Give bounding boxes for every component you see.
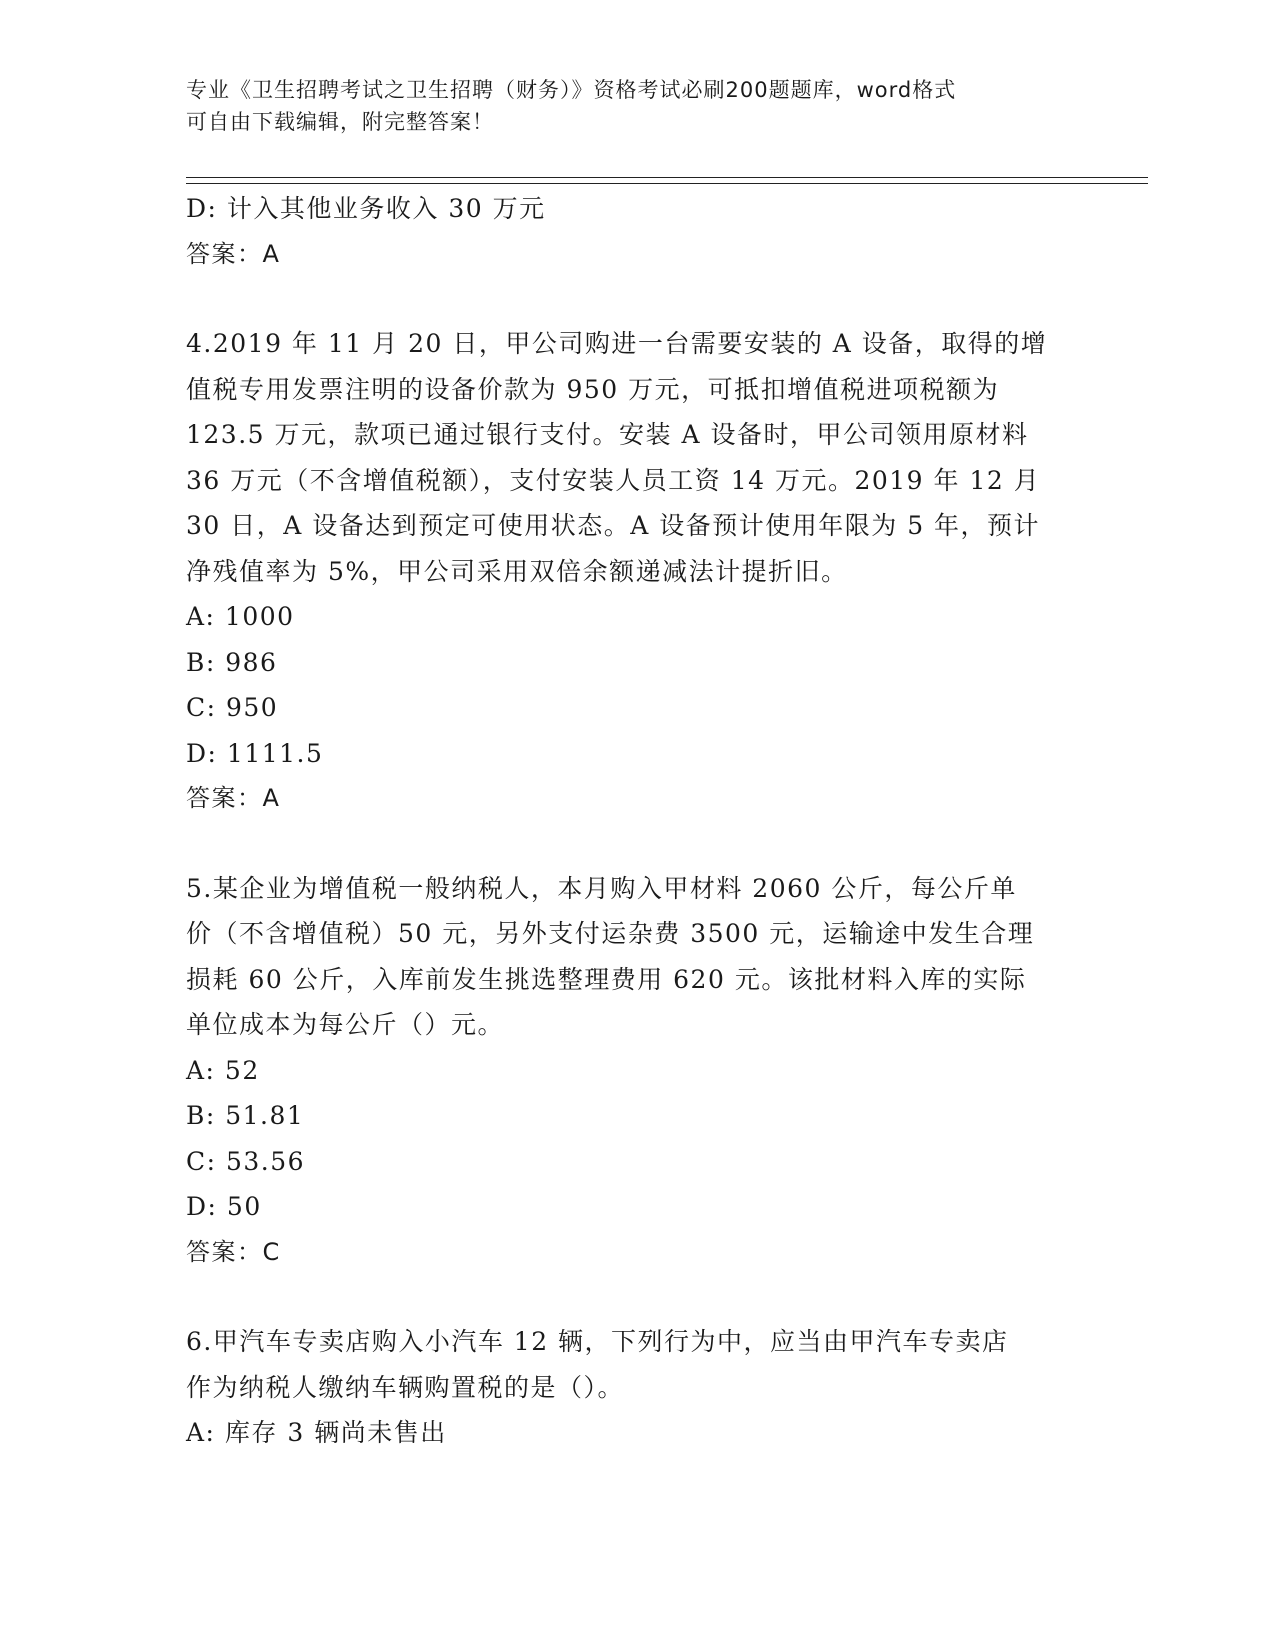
question-text-line: 作为纳税人缴纳车辆购置税的是（）。 (186, 1372, 625, 1402)
question-4 (186, 321, 1086, 822)
header-title-line-1: 专业《卫生招聘考试之卫生招聘（财务）》资格考试必刷200题题库，word格式 (186, 78, 957, 102)
question-text-line: 净残值率为 5%，甲公司采用双倍余额递减法计提折旧。 (186, 556, 848, 586)
spacer (186, 277, 1086, 321)
option-d: D: 1111.5 (186, 738, 324, 768)
question-6 (186, 1319, 1086, 1456)
answer-line: 答案：A (186, 784, 281, 812)
spacer (186, 822, 1086, 866)
option-a: A: 52 (186, 1055, 260, 1085)
answer-line: 答案：A (186, 239, 281, 268)
header-title-line-2: 可自由下载编辑，附完整答案！ (186, 110, 494, 134)
question-text-line: 30 日，A 设备达到预定可使用状态。A 设备预计使用年限为 5 年，预计 (186, 511, 1041, 540)
option-a: A: 1000 (186, 602, 295, 631)
option-a: A: 库存 3 辆尚未售出 (186, 1418, 447, 1447)
option-c: C: 53.56 (186, 1146, 306, 1176)
answer-line: 答案：C (186, 1237, 281, 1266)
question-text-line: 4.2019 年 11 月 20 日，甲公司购进一台需要安装的 A 设备，取得的增 (186, 329, 1048, 358)
option-b: B: 51.81 (186, 1101, 305, 1130)
option-d: D: 计入其他业务收入 30 万元 (186, 194, 546, 223)
question-5 (186, 866, 1086, 1276)
question-text-line: 5.某企业为增值税一般纳税人，本月购入甲材料 2060 公斤，每公斤单 (186, 873, 1017, 903)
header-divider-top (186, 177, 1148, 178)
question-text-line: 值税专用发票注明的设备价款为 950 万元，可抵扣增值税进项税额为 (186, 374, 1000, 404)
question-text-line: 36 万元（不含增值税额），支付安装人员工资 14 万元。2019 年 12 月 (186, 465, 1041, 495)
question-text-line: 损耗 60 公斤，入库前发生挑选整理费用 620 元。该批材料入库的实际 (186, 964, 1027, 994)
document-body (186, 186, 1086, 1456)
option-d: D: 50 (186, 1192, 262, 1221)
question-text-line: 6.甲汽车专卖店购入小汽车 12 辆，下列行为中，应当由甲汽车专卖店 (186, 1327, 1009, 1356)
question-text-line: 价（不含增值税）50 元，另外支付运杂费 3500 元，运输途中发生合理 (186, 919, 1035, 948)
header-divider-bottom (186, 183, 1148, 184)
question-text-line: 123.5 万元，款项已通过银行支付。安装 A 设备时，甲公司领用原材料 (186, 420, 1029, 449)
previous-question-tail (186, 186, 1086, 277)
option-b: B: 986 (186, 647, 278, 677)
question-text-line: 单位成本为每公斤（）元。 (186, 1010, 505, 1039)
document-header (186, 74, 1066, 138)
spacer (186, 1275, 1086, 1319)
option-c: C: 950 (186, 693, 279, 722)
